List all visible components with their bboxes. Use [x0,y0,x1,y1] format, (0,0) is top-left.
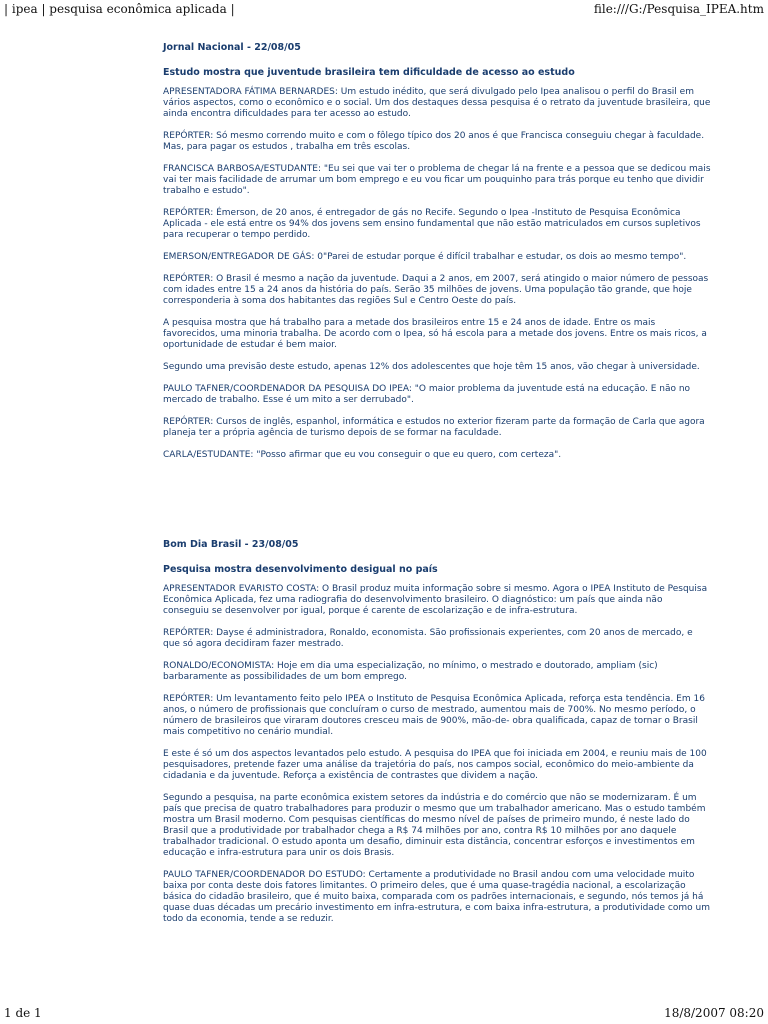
article-paragraph: E este é só um dos aspectos levantados pelo estudo. A pesquisa do IPEA que foi iniciada em 2004, e reuniu mais de 100 pesquisadores, pretende fazer uma análise da trajetória do país, nos campos social, econômico do meio-ambiente da cidadania e da juventude. Reforça a existência de contrastes que dividem a nação. [163,749,707,781]
article-headline: Estudo mostra que juventude brasileira tem dificuldade de acesso ao estudo [163,67,575,78]
article-paragraph: Segundo uma previsão deste estudo, apenas 12% dos adolescentes que hoje têm 15 anos, vão chegar à universidade. [163,362,700,372]
article-paragraph: REPÓRTER: Émerson, de 20 anos, é entregador de gás no Recife. Segundo o Ipea -Instituto de Pesquisa Econômica Aplicada - ele está entre os 94% dos jovens sem ensino fundamental que não estão matriculados em cursos supletivos para recuperar o tempo perdido. [163,208,701,240]
article-source: Bom Dia Brasil - 23/08/05 [163,539,299,550]
article-jornal-nacional [163,42,711,461]
article-paragraph: FRANCISCA BARBOSA/ESTUDANTE: "Eu sei que vai ter o problema de chegar lá na frente e a pessoa que se dedicou mais vai ter mais facilidade de arrumar um bom emprego e eu vou ficar um pouquinho para trás porque eu tenho que dividir trabalho e estudo". [163,164,711,196]
article-headline: Pesquisa mostra desenvolvimento desigual no país [163,564,438,575]
article-paragraph: REPÓRTER: Só mesmo correndo muito e com o fôlego típico dos 20 anos é que Francisca conseguiu chegar à faculdade. Mas, para pagar os estudos , trabalha em três escolas. [163,131,705,152]
article-paragraph: RONALDO/ECONOMISTA: Hoje em dia uma especialização, no mínimo, o mestrado e doutorado, ampliam (sic) barbaramente as possibilidades de um bom emprego. [163,661,658,682]
article-paragraph: REPÓRTER: Um levantamento feito pelo IPEA o Instituto de Pesquisa Econômica Aplicada, reforça esta tendência. Em 16 anos, o número de profissionais que concluíram o curso de mestrado, aumentou mais de 700%. No mesmo período, o número de brasileiros que viraram doutores cresceu mais de 900%, mão-de- obra qualificada, capaz de tornar o Brasil mais competitivo no cenário mundial. [163,694,705,737]
article-paragraph: APRESENTADOR EVARISTO COSTA: O Brasil produz muita informação sobre si mesmo. Agora o IPEA Instituto de Pesquisa Econômica Aplicada, fez uma radiografia do desenvolvimento brasileiro. O diagnóstico: um país que ainda não conseguiu se desenvolver por igual, porque é carente de escolarização e de infra-estrutura. [163,584,708,616]
page-title-header: | ipea | pesquisa econômica aplicada | [4,2,235,16]
print-footer [4,1006,764,1020]
article-paragraph: REPÓRTER: Cursos de inglês, espanhol, informática e estudos no exterior fizeram parte da formação de Carla que agora planeja ter a própria agência de turismo depois de se formar na faculdade. [163,417,705,438]
document-content [163,42,711,936]
page-url-header: file:///G:/Pesquisa_IPEA.htm [593,2,764,16]
article-bom-dia-brasil [163,539,711,925]
article-paragraph: REPÓRTER: O Brasil é mesmo a nação da juventude. Daqui a 2 anos, em 2007, será atingido o maior número de pessoas com idades entre 15 a 24 anos da história do país. Serão 35 milhões de jovens. Uma população tão grande, que hoje corresponderia à soma dos habitantes das regiões Sul e Centro Oeste do país. [163,274,709,306]
article-paragraph: A pesquisa mostra que há trabalho para a metade dos brasileiros entre 15 e 24 anos de idade. Entre os mais favorecidos, uma minoria trabalha. De acordo com o Ipea, só há escola para a metade dos jovens. Entre os mais ricos, a oportunidade de estudar é bem maior. [163,318,707,350]
article-paragraph: EMERSON/ENTREGADOR DE GÁS: 0"Parei de estudar porque é difícil trabalhar e estudar, os dois ao mesmo tempo". [163,252,687,262]
article-source: Jornal Nacional - 22/08/05 [163,42,301,53]
article-paragraph: PAULO TAFNER/COORDENADOR DO ESTUDO: Certamente a produtividade no Brasil andou com uma velocidade muito baixa por conta deste dois fatores limitantes. O primeiro deles, que é uma quase-tragédia nacional, a escolarização básica do cidadão brasileiro, que é muito baixa, comparada com os padrões internacionais, e segundo, nós temos já há quase duas décadas um precário investimento em infra-estrutura, e com baixa infra-estrutura, a produtividade como um todo da economia, tende a se reduzir. [163,870,710,924]
print-header [4,2,764,16]
page-count: 1 de 1 [4,1006,42,1020]
print-timestamp: 18/8/2007 08:20 [664,1006,764,1020]
article-paragraph: CARLA/ESTUDANTE: "Posso afirmar que eu vou conseguir o que eu quero, com certeza". [163,450,562,460]
article-paragraph: Segundo a pesquisa, na parte econômica existem setores da indústria e do comércio que não se modernizaram. É um país que precisa de quatro trabalhadores para produzir o mesmo que um trabalhador americano. Mas o estudo também mostra um Brasil moderno. Com pesquisas científicas do mesmo nível de países de primeiro mundo, é neste lado do Brasil que a produtividade por trabalhador chega a R$ 74 milhões por ano, contra R$ 10 milhões por ano daquele trabalhador tradicional. O estudo aponta um desafio, diminuir esta distância, concentrar esforços e investimentos em educação e infra-estrutura para unir os dois Brasis. [163,793,706,858]
article-paragraph: APRESENTADORA FÁTIMA BERNARDES: Um estudo inédito, que será divulgado pelo Ipea analisou o perfil do Brasil em vários aspectos, como o econômico e o social. Um dos destaques dessa pesquisa é o retrato da juventude brasileira, que ainda encontra dificuldades para ter acesso ao estudo. [163,87,711,119]
article-paragraph: REPÓRTER: Dayse é administradora, Ronaldo, economista. São profissionais experientes, com 20 anos de mercado, e que só agora decidiram fazer mestrado. [163,628,693,649]
article-paragraph: PAULO TAFNER/COORDENADOR DA PESQUISA DO IPEA: "O maior problema da juventude está na educação. E não no mercado de trabalho. Esse é um mito a ser derrubado". [163,384,691,405]
